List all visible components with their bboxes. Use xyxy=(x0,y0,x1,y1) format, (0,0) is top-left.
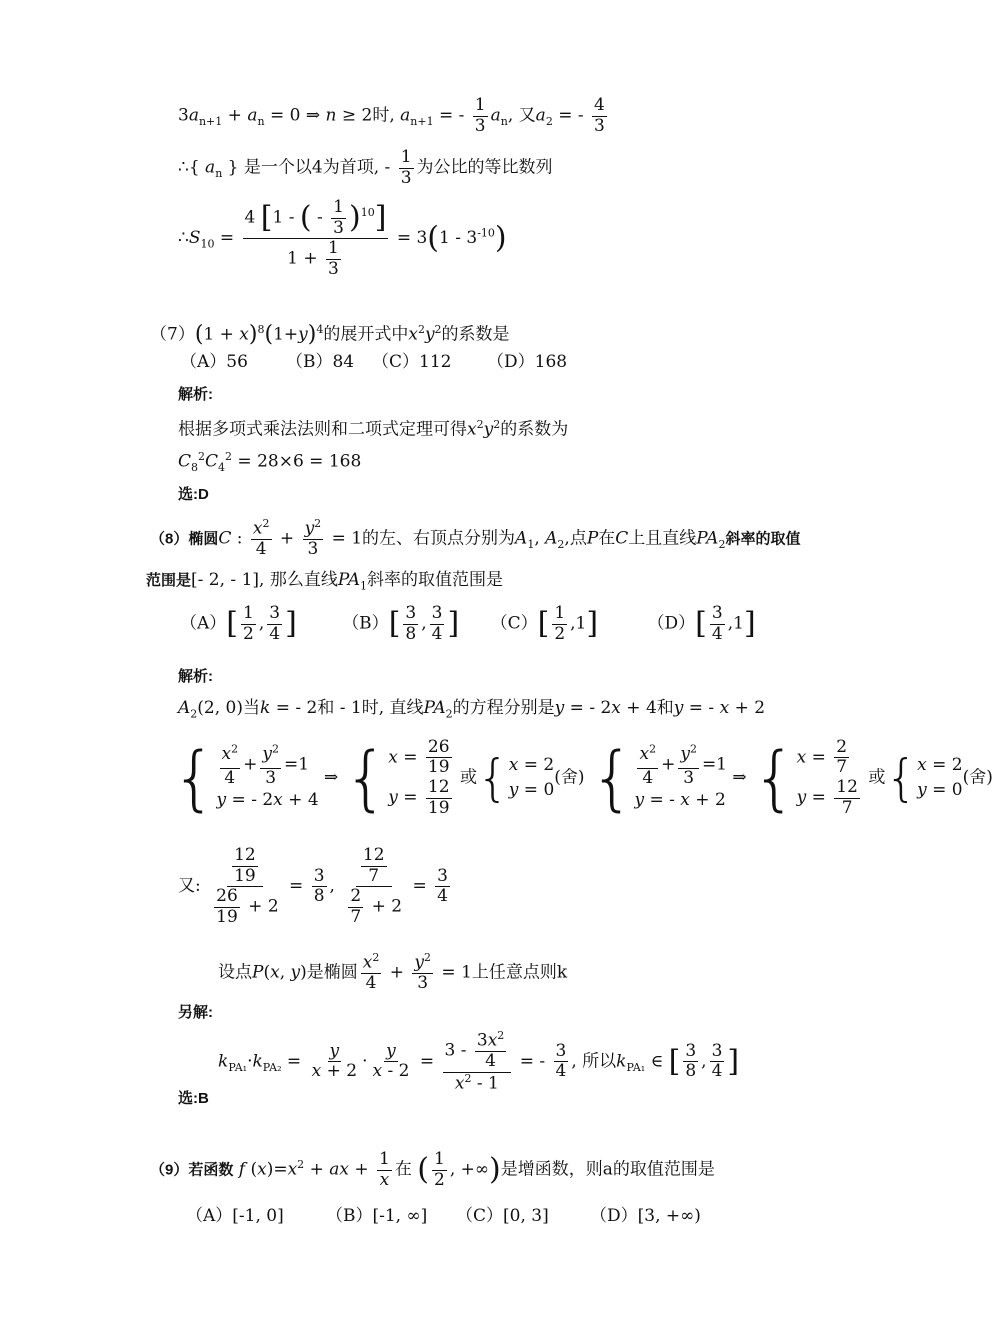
q9-stem-b: 是增函数，则a的取值范围是 xyxy=(500,1159,715,1180)
q7-stem: $(7)(1 + x)^8(1+y)^4$的展开式中$x^2y^2$的系数是 xyxy=(150,322,510,347)
q9-stem: （9）若函数 f $(x)=x^2$ + ax + $\frac{1}{x}$ 在 ( $\frac{1}{2}$ , +∞)是增函数，则a的取值范围是 xyxy=(150,1149,715,1190)
q7-analysis: 根据多项式乘法法则和二项式定理可得$x^2y^2$的系数为 xyxy=(178,418,569,440)
q6-line-1: $3a_{n+1} + a_n = 0$ ⇒ n ≥ 2时, $a_{n+1}$ = - $\frac{1}{3}$ $a_n$, 又$a_2$ = - $\frac{4}{3}$ xyxy=(178,95,605,136)
q9-option-a: （A）[-1, 0] xyxy=(186,1206,284,1226)
q8-stem-1: （8）椭圆C : $\frac{x^2}{4}$ + $\frac{y^2}{3}$ = 1的左、右顶点分别为$A_1$, $A_2$,点P在C上且直线$PA_2$斜率的取值 xyxy=(150,517,801,560)
q7-calc: $C_8^2C_4^2 = 28\times 6 = 168$ xyxy=(178,450,362,475)
q8-also: 又: $\frac{12}{19}$ $\frac{26}{19}$ + 2 = $\frac{3}{8}$ , $\frac{12}{7}$ $\frac{2}{7}$ + 2 = $\frac{3}{4}$ xyxy=(178,845,448,927)
q6-line-2: ∴{ $a_n$ } 是一个以4为首项, - $\frac{1}{3}$ 为公比的等比数列 xyxy=(178,147,553,188)
q7-option-d: （D）168 xyxy=(487,352,568,372)
q8-alt-label: 另解: xyxy=(178,1004,213,1021)
q8-answer: 选:B xyxy=(178,1090,209,1107)
q7-options xyxy=(180,352,568,372)
q7-answer: 选:D xyxy=(178,486,209,503)
q8-alt: $k_{PA_1}\cdot k_{PA_2}$ = $\frac{y}{x + 2}$ · $\frac{y}{x - 2}$ = 3 - $\frac{3x^2}{4}$ $x^2 - 1$ = - $\frac{3}{4}$ , 所以$k_{PA_1}$ ∈ [ $\frac{3}{8}$ , $\frac{3}{4}$ ] xyxy=(218,1029,740,1094)
q9-option-c: （C）[0, 3] xyxy=(456,1206,549,1226)
q8-systems: { $\frac{x^2}{4}$ + $\frac{y^2}{3}$ =1 y = - 2x + 4 ⇒ { x = $\frac{26}{19}$ y = $\frac{12}{19}$ 或{ x = 2 y = 0 (舍) { $\frac{x^2}{4}$ + $\frac{y^2}{3}$ =1 y = - x + 2 ⇒ { x = $\frac{2}{7}$ y = $\frac{12}{7}$ 或{ x = 2 y = 0 (舍) xyxy=(172,736,993,819)
q7-option-b: （B）84 xyxy=(286,352,355,372)
q7-analysis-label: 解析: xyxy=(178,386,213,403)
q9-option-b: （B）[-1, ∞] xyxy=(326,1206,428,1226)
q8-analysis-label: 解析: xyxy=(178,668,213,685)
q8-options: （A）[ $\frac{1}{2}$ , $\frac{3}{4}$ ] （B）[ $\frac{3}{8}$ , $\frac{3}{4}$ ] （C）[ $\frac{1}{2}$ ,1] （D）[ $\frac{3}{4}$ ,1] xyxy=(180,603,756,644)
q8-stem-2: 范围是[- 2, - 1], 那么直线$PA_1$斜率的取值范围是 xyxy=(146,570,503,593)
q7-option-a: （A）56 xyxy=(180,352,248,372)
q6-line-3: $\therefore S_{10}$ = 4 [1 - ( - $\frac{1}{3}$ )$^{10}$] 1 + $\frac{1}{3}$ = $3(1 - 3^{-10})$ xyxy=(178,197,507,279)
q9-options xyxy=(186,1206,701,1226)
q8-line-1: $A_2(2$, 0)当k = - 2和 - 1时, 直线$PA_2$的方程分别是y = - 2x + 4和y = - x + 2 xyxy=(178,698,766,721)
q9-option-d: （D）[3, +∞) xyxy=(590,1206,701,1226)
q8-assume: 设点P(x, y)是椭圆 $\frac{x^2}{4}$ + $\frac{y^2}{3}$ = 1上任意点则k xyxy=(218,951,568,994)
q7-option-c: （C）112 xyxy=(372,352,452,372)
q9-stem-a: （9）若函数 xyxy=(150,1161,234,1179)
